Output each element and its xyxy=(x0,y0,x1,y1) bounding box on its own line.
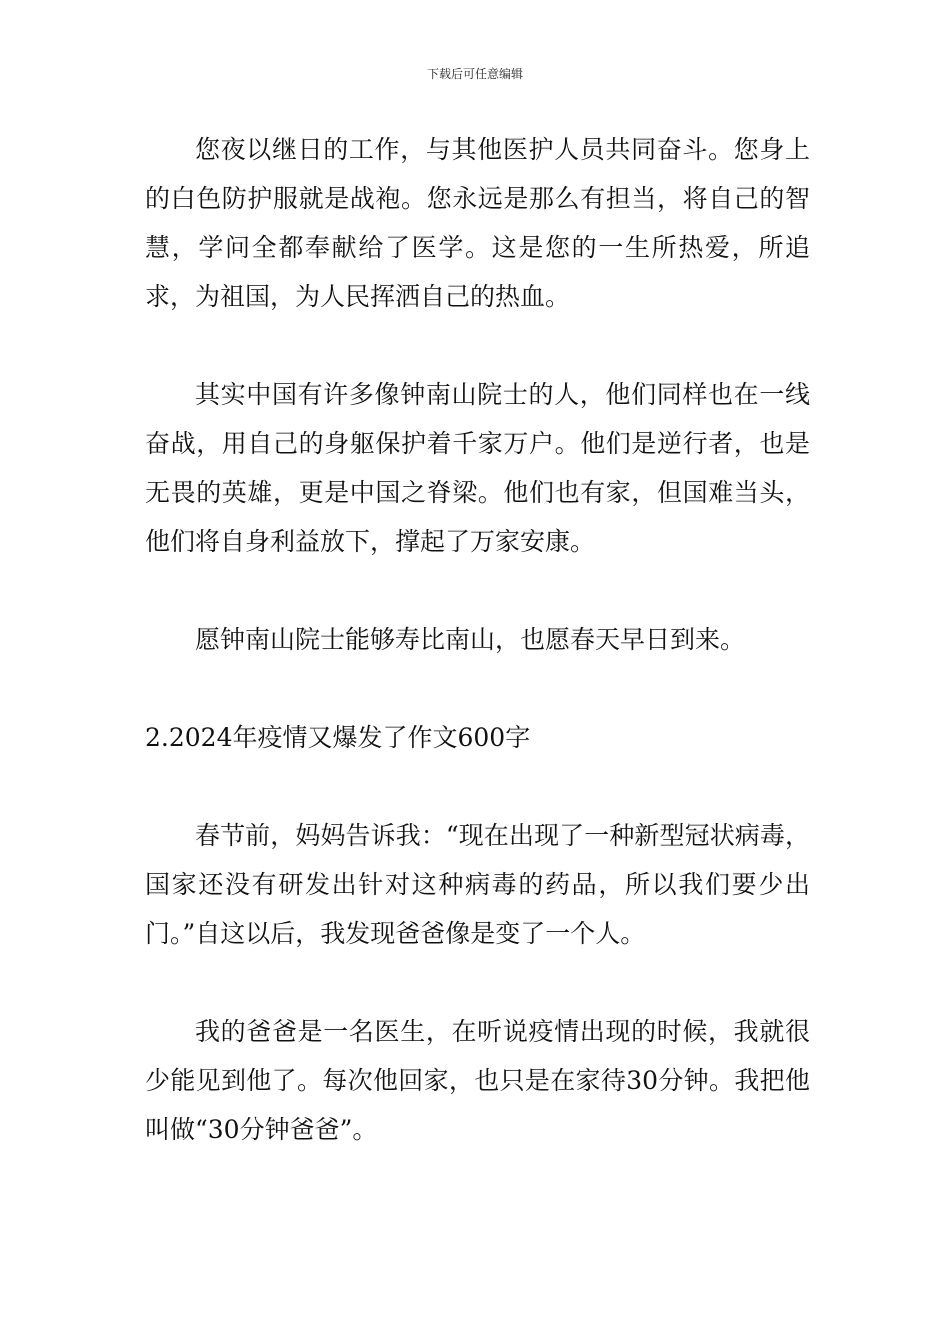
paragraph-dedication: 您夜以继日的工作，与其他医护人员共同奋斗。您身上的白色防护服就是战袍。您永远是那么有担当，将自己的智慧，学问全都奉献给了医学。这是您的一生所热爱，所追求，为祖国，为人民挥洒自己的热血。 xyxy=(145,135,810,311)
paragraph-wish: 愿钟南山院士能够寿比南山，也愿春天早日到来。 xyxy=(195,625,746,654)
paragraph-spring-festival: 春节前，妈妈告诉我：“现在出现了一种新型冠状病毒，国家还没有研发出针对这种病毒的药品，所以我们要少出门。”自这以后，我发现爸爸像是变了一个人。 xyxy=(145,821,810,948)
document-body xyxy=(145,125,810,1154)
paragraph-doctor-father: 我的爸爸是一名医生，在听说疫情出现的时候，我就很少能见到他了。每次他回家，也只是在家待30分钟。我把他叫做“30分钟爸爸”。 xyxy=(145,1017,810,1144)
section-heading: 2.2024年疫情又爆发了作文600字 xyxy=(145,723,531,752)
paragraph-heroes: 其实中国有许多像钟南山院士的人，他们同样也在一线奋战，用自己的身躯保护着千家万户。他们是逆行者，也是无畏的英雄，更是中国之脊梁。他们也有家，但国难当头，他们将自身利益放下，撑起了万家安康。 xyxy=(145,380,810,556)
page-header-note: 下载后可任意编辑 xyxy=(426,67,523,81)
